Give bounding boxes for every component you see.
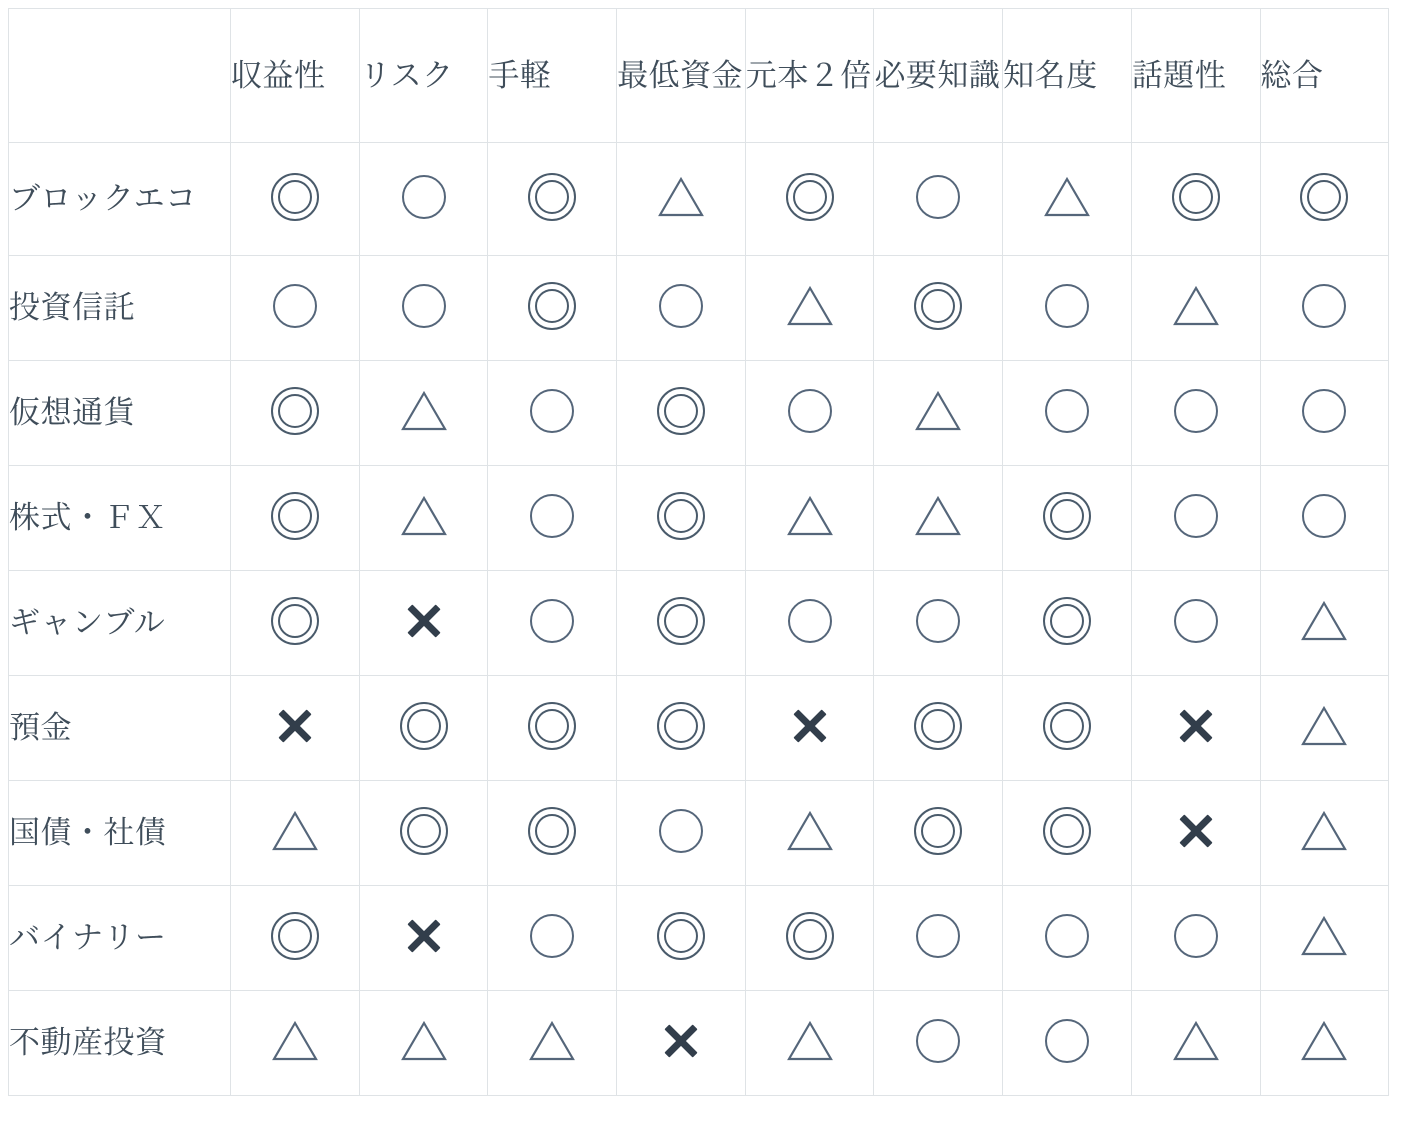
rating-cell [1260, 256, 1389, 361]
rating-cell [1131, 886, 1260, 991]
circle-icon [788, 389, 832, 433]
circle-icon [788, 599, 832, 643]
row-header: 仮想通貨 [9, 361, 231, 466]
rating-cell [617, 571, 746, 676]
triangle-icon [272, 1020, 318, 1062]
double-circle-icon [271, 597, 319, 645]
row-header: ギャンブル [9, 571, 231, 676]
double-circle-icon [657, 492, 705, 540]
rating-cell [617, 361, 746, 466]
triangle-icon [787, 285, 833, 327]
column-header-収益性: 収益性 [231, 9, 360, 143]
rating-cell [745, 256, 874, 361]
rating-cell [1003, 676, 1132, 781]
cross-icon [273, 704, 317, 748]
triangle-icon [272, 810, 318, 852]
rating-cell [617, 781, 746, 886]
rating-cell [1260, 571, 1389, 676]
rating-cell [617, 991, 746, 1096]
rating-cell [359, 991, 488, 1096]
triangle-icon [401, 1020, 447, 1062]
circle-icon [530, 599, 574, 643]
cross-icon [788, 704, 832, 748]
rating-cell [231, 571, 360, 676]
triangle-icon [1173, 1020, 1219, 1062]
table-header [9, 9, 1389, 143]
circle-icon [1174, 599, 1218, 643]
header-row [9, 9, 1389, 143]
column-header-元本2倍: 元本２倍 [745, 9, 874, 143]
rating-cell [359, 886, 488, 991]
rating-cell [745, 886, 874, 991]
cross-icon [402, 914, 446, 958]
rating-cell [617, 143, 746, 256]
rating-cell [359, 361, 488, 466]
row-header: バイナリー [9, 886, 231, 991]
rating-cell [874, 143, 1003, 256]
rating-cell [488, 676, 617, 781]
rating-cell [1131, 466, 1260, 571]
double-circle-icon [786, 912, 834, 960]
rating-cell [1131, 781, 1260, 886]
circle-icon [916, 914, 960, 958]
double-circle-icon [528, 702, 576, 750]
rating-cell [617, 256, 746, 361]
double-circle-icon [528, 807, 576, 855]
circle-icon [530, 494, 574, 538]
rating-cell [874, 886, 1003, 991]
rating-cell [1003, 781, 1132, 886]
double-circle-icon [271, 387, 319, 435]
circle-icon [916, 599, 960, 643]
rating-cell [488, 466, 617, 571]
double-circle-icon [657, 912, 705, 960]
circle-icon [1045, 914, 1089, 958]
triangle-icon [658, 176, 704, 218]
double-circle-icon [1043, 492, 1091, 540]
rating-cell [488, 256, 617, 361]
rating-cell [745, 991, 874, 1096]
triangle-icon [401, 495, 447, 537]
double-circle-icon [657, 702, 705, 750]
double-circle-icon [1043, 807, 1091, 855]
triangle-icon [1173, 285, 1219, 327]
table-row [9, 571, 1389, 676]
rating-cell [488, 143, 617, 256]
triangle-icon [401, 390, 447, 432]
row-header: ブロックエコ [9, 143, 231, 256]
investment-comparison-table [8, 8, 1389, 1096]
triangle-icon [915, 390, 961, 432]
rating-cell [1260, 886, 1389, 991]
rating-cell [359, 571, 488, 676]
rating-cell [488, 571, 617, 676]
double-circle-icon [1043, 597, 1091, 645]
double-circle-icon [914, 807, 962, 855]
circle-icon [273, 284, 317, 328]
rating-cell [1260, 991, 1389, 1096]
rating-cell [231, 886, 360, 991]
triangle-icon [1301, 810, 1347, 852]
row-header: 投資信託 [9, 256, 231, 361]
row-header: 株式・ＦＸ [9, 466, 231, 571]
column-header-話題性: 話題性 [1131, 9, 1260, 143]
circle-icon [1045, 389, 1089, 433]
double-circle-icon [1172, 173, 1220, 221]
double-circle-icon [914, 702, 962, 750]
table-row [9, 143, 1389, 256]
rating-cell [874, 466, 1003, 571]
double-circle-icon [786, 173, 834, 221]
double-circle-icon [400, 807, 448, 855]
column-header-最低資金: 最低資金 [617, 9, 746, 143]
rating-cell [874, 571, 1003, 676]
cross-icon [1174, 704, 1218, 748]
rating-cell [1260, 781, 1389, 886]
cross-icon [1174, 809, 1218, 853]
circle-icon [659, 809, 703, 853]
rating-cell [745, 571, 874, 676]
rating-cell [488, 361, 617, 466]
circle-icon [1174, 494, 1218, 538]
triangle-icon [1044, 176, 1090, 218]
circle-icon [1045, 284, 1089, 328]
double-circle-icon [400, 702, 448, 750]
rating-cell [1131, 571, 1260, 676]
cross-icon [659, 1019, 703, 1063]
triangle-icon [787, 810, 833, 852]
rating-cell [359, 676, 488, 781]
circle-icon [1045, 1019, 1089, 1063]
row-header: 国債・社債 [9, 781, 231, 886]
rating-cell [488, 991, 617, 1096]
table-row [9, 466, 1389, 571]
double-circle-icon [657, 387, 705, 435]
circle-icon [1174, 914, 1218, 958]
rating-cell [1131, 361, 1260, 466]
rating-cell [1003, 466, 1132, 571]
rating-cell [1003, 886, 1132, 991]
rating-cell [874, 991, 1003, 1096]
rating-cell [1131, 256, 1260, 361]
double-circle-icon [528, 282, 576, 330]
circle-icon [402, 284, 446, 328]
rating-cell [1003, 143, 1132, 256]
rating-cell [359, 781, 488, 886]
circle-icon [1302, 284, 1346, 328]
triangle-icon [1301, 600, 1347, 642]
table-body [9, 143, 1389, 1096]
rating-cell [359, 143, 488, 256]
double-circle-icon [914, 282, 962, 330]
table-row [9, 676, 1389, 781]
table-row [9, 886, 1389, 991]
column-header-必要知識: 必要知識 [874, 9, 1003, 143]
double-circle-icon [528, 173, 576, 221]
rating-cell [231, 781, 360, 886]
rating-cell [1131, 676, 1260, 781]
rating-cell [231, 361, 360, 466]
rating-cell [745, 676, 874, 781]
table-row [9, 781, 1389, 886]
column-header-総合: 総合 [1260, 9, 1389, 143]
rating-cell [231, 676, 360, 781]
double-circle-icon [1043, 702, 1091, 750]
triangle-icon [529, 1020, 575, 1062]
circle-icon [530, 914, 574, 958]
column-header-リスク: リスク [359, 9, 488, 143]
rating-cell [231, 256, 360, 361]
triangle-icon [1301, 915, 1347, 957]
double-circle-icon [271, 492, 319, 540]
triangle-icon [787, 495, 833, 537]
row-header: 預金 [9, 676, 231, 781]
rating-cell [617, 676, 746, 781]
circle-icon [659, 284, 703, 328]
rating-cell [1003, 256, 1132, 361]
column-header-手軽: 手軽 [488, 9, 617, 143]
rating-cell [1131, 143, 1260, 256]
rating-cell [359, 256, 488, 361]
circle-icon [1174, 389, 1218, 433]
rating-cell [359, 466, 488, 571]
table-corner-cell [9, 9, 231, 143]
rating-cell [617, 886, 746, 991]
rating-cell [488, 781, 617, 886]
rating-cell [745, 781, 874, 886]
rating-cell [1003, 361, 1132, 466]
rating-cell [1260, 466, 1389, 571]
rating-cell [874, 256, 1003, 361]
rating-cell [617, 466, 746, 571]
rating-cell [745, 143, 874, 256]
double-circle-icon [1300, 173, 1348, 221]
row-header: 不動産投資 [9, 991, 231, 1096]
rating-cell [231, 466, 360, 571]
circle-icon [402, 175, 446, 219]
triangle-icon [915, 495, 961, 537]
circle-icon [916, 175, 960, 219]
table-row [9, 991, 1389, 1096]
rating-cell [1260, 676, 1389, 781]
double-circle-icon [271, 912, 319, 960]
column-header-知名度: 知名度 [1003, 9, 1132, 143]
rating-cell [1260, 361, 1389, 466]
table-row [9, 361, 1389, 466]
rating-cell [874, 676, 1003, 781]
triangle-icon [1301, 705, 1347, 747]
rating-cell [745, 361, 874, 466]
circle-icon [916, 1019, 960, 1063]
rating-cell [231, 991, 360, 1096]
rating-cell [1260, 143, 1389, 256]
rating-cell [488, 886, 617, 991]
circle-icon [1302, 389, 1346, 433]
rating-cell [231, 143, 360, 256]
triangle-icon [1301, 1020, 1347, 1062]
circle-icon [530, 389, 574, 433]
circle-icon [1302, 494, 1346, 538]
table-row [9, 256, 1389, 361]
rating-cell [745, 466, 874, 571]
double-circle-icon [657, 597, 705, 645]
rating-cell [1003, 991, 1132, 1096]
rating-cell [874, 781, 1003, 886]
cross-icon [402, 599, 446, 643]
rating-cell [874, 361, 1003, 466]
rating-cell [1003, 571, 1132, 676]
rating-cell [1131, 991, 1260, 1096]
double-circle-icon [271, 173, 319, 221]
triangle-icon [787, 1020, 833, 1062]
